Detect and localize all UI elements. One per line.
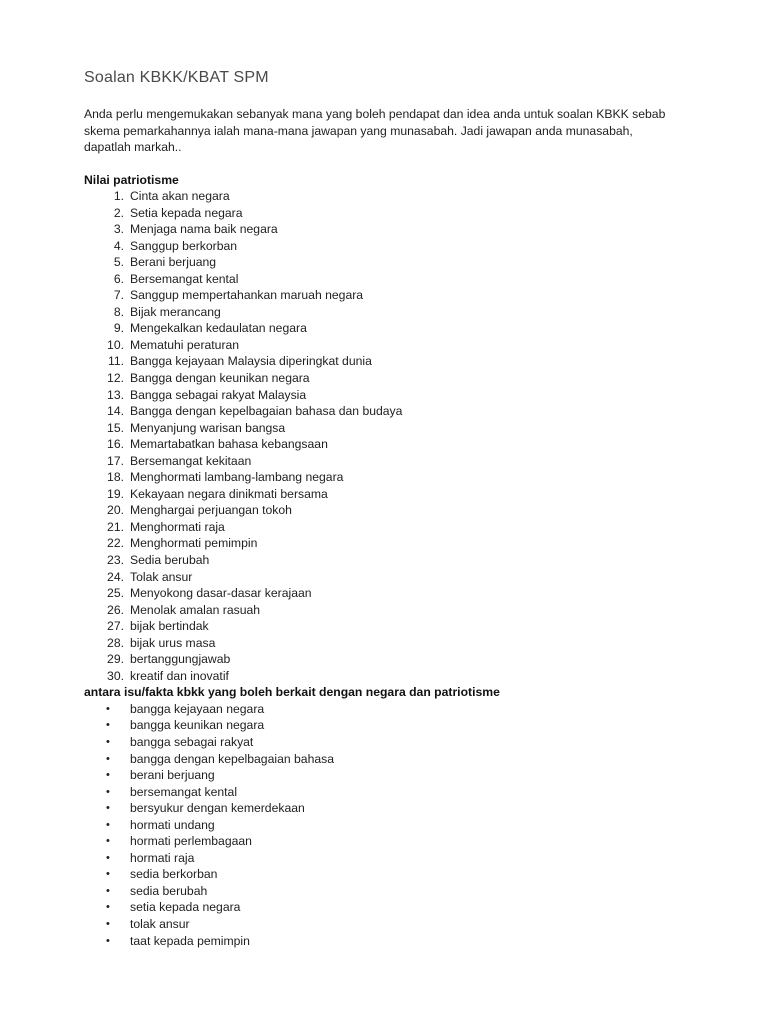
item-text: taat kepada pemimpin	[130, 933, 250, 948]
patriotism-item	[84, 486, 708, 503]
item-text: berani berjuang	[130, 768, 215, 783]
item-number: 16.	[107, 437, 124, 452]
patriotism-item	[84, 569, 708, 586]
item-text: Bangga sebagai rakyat Malaysia	[130, 387, 307, 402]
patriotism-item	[84, 420, 708, 437]
item-text: setia kepada negara	[130, 900, 241, 915]
patriotism-item	[84, 618, 708, 635]
bullet-icon: •	[106, 901, 110, 914]
item-number: 10.	[107, 337, 124, 352]
intro-paragraph	[84, 106, 708, 156]
item-text: Setia kepada negara	[130, 205, 243, 220]
bullet-icon: •	[106, 802, 110, 815]
patriotism-item	[84, 635, 708, 652]
issues-list	[84, 701, 708, 949]
document-title: Soalan KBKK/KBAT SPM	[84, 69, 269, 86]
item-number: 19.	[107, 486, 124, 501]
item-text: Tolak ansur	[130, 569, 193, 584]
bullet-icon: •	[106, 918, 110, 931]
patriotism-item	[84, 436, 708, 453]
item-text: Menolak amalan rasuah	[130, 602, 261, 617]
item-number: 18.	[107, 470, 124, 485]
item-text: bersyukur dengan kemerdekaan	[130, 801, 305, 816]
bullet-icon: •	[106, 818, 110, 831]
patriotism-heading: Nilai patriotisme	[84, 172, 179, 187]
item-number: 21.	[107, 519, 124, 534]
item-number: 17.	[107, 453, 124, 468]
issue-item	[84, 899, 708, 916]
patriotism-item	[84, 188, 708, 205]
item-number: 26.	[107, 602, 124, 617]
issues-heading: antara isu/fakta kbkk yang boleh berkait dengan negara dan patriotisme	[84, 685, 500, 700]
bullet-icon: •	[106, 934, 110, 947]
patriotism-item	[84, 205, 708, 222]
item-number: 23.	[107, 553, 124, 568]
patriotism-item	[84, 370, 708, 387]
item-text: bijak bertindak	[130, 619, 209, 634]
item-text: Menghormati raja	[130, 519, 225, 534]
patriotism-item	[84, 337, 708, 354]
item-text: bersemangat kental	[130, 784, 238, 799]
patriotism-item	[84, 535, 708, 552]
item-text: Menghormati lambang-lambang negara	[130, 470, 344, 485]
issue-item	[84, 701, 708, 718]
patriotism-item	[84, 668, 708, 685]
bullet-icon: •	[106, 736, 110, 748]
patriotism-item	[84, 469, 708, 486]
item-number: 4.	[113, 238, 124, 253]
item-text: Menjaga nama baik negara	[130, 222, 278, 237]
item-text: sedia berkorban	[130, 867, 218, 882]
issue-item	[84, 850, 708, 867]
issue-item	[84, 767, 708, 784]
bullet-icon: •	[106, 719, 110, 732]
patriotism-item	[84, 304, 708, 321]
patriotism-item	[84, 320, 708, 337]
item-number: 20.	[107, 503, 124, 518]
bullet-icon: •	[106, 752, 110, 765]
item-number: 22.	[107, 536, 124, 551]
patriotism-item	[84, 651, 708, 668]
item-text: Kekayaan negara dinikmati bersama	[130, 486, 328, 501]
item-text: Bijak merancang	[130, 304, 221, 319]
item-text: Bangga dengan keunikan negara	[130, 371, 310, 386]
item-text: Cinta akan negara	[130, 189, 230, 203]
item-number: 7.	[113, 288, 124, 303]
patriotism-item	[84, 221, 708, 238]
item-number: 27.	[107, 619, 124, 634]
item-text: Menyanjung warisan bangsa	[130, 420, 286, 435]
patriotism-item	[84, 387, 708, 404]
patriotism-item	[84, 287, 708, 304]
issue-item	[84, 717, 708, 734]
item-number: 3.	[113, 222, 124, 237]
intro-line: dapatlah markah..	[84, 140, 182, 154]
item-number: 11.	[107, 354, 124, 369]
item-text: bangga dengan kepelbagaian bahasa	[130, 751, 334, 766]
patriotism-list	[84, 188, 708, 684]
item-number: 29.	[107, 652, 124, 667]
item-text: bijak urus masa	[130, 635, 216, 650]
item-text: bangga sebagai rakyat	[130, 735, 254, 749]
item-number: 2.	[113, 205, 124, 220]
item-text: Mematuhi peraturan	[130, 337, 240, 352]
issue-item	[84, 734, 708, 751]
patriotism-item	[84, 585, 708, 602]
item-number: 15.	[107, 420, 124, 435]
issue-item	[84, 883, 708, 900]
intro-line: skema pemarkahannya ialah mana-mana jawapan yang munasabah. Jadi jawapan anda munasabah,	[84, 123, 633, 138]
item-text: bertanggungjawab	[130, 652, 231, 667]
item-text: hormati perlembagaan	[130, 834, 252, 849]
item-text: Menyokong dasar-dasar kerajaan	[130, 586, 312, 601]
item-text: kreatif dan inovatif	[130, 668, 229, 683]
item-text: bangga keunikan negara	[130, 718, 265, 733]
item-text: Berani berjuang	[130, 255, 217, 270]
item-number: 12.	[107, 371, 124, 386]
item-number: 1.	[113, 189, 124, 203]
bullet-icon: •	[106, 702, 110, 715]
issue-item	[84, 800, 708, 817]
item-text: Mengekalkan kedaulatan negara	[130, 321, 307, 336]
item-text: Sedia berubah	[130, 553, 210, 568]
item-text: tolak ansur	[130, 917, 190, 932]
item-text: Bersemangat kental	[130, 271, 239, 286]
issue-item	[84, 751, 708, 768]
issue-item	[84, 916, 708, 933]
issue-item	[84, 833, 708, 850]
patriotism-item	[84, 602, 708, 619]
issue-item	[84, 784, 708, 801]
bullet-icon: •	[106, 785, 110, 798]
item-number: 9.	[113, 321, 124, 336]
item-number: 5.	[113, 255, 124, 270]
item-text: Memartabatkan bahasa kebangsaan	[130, 437, 328, 452]
patriotism-item	[84, 519, 708, 536]
bullet-icon: •	[106, 868, 110, 881]
patriotism-item	[84, 453, 708, 470]
item-text: Sanggup mempertahankan maruah negara	[130, 288, 364, 303]
intro-line: Anda perlu mengemukakan sebanyak mana yang boleh pendapat dan idea anda untuk soalan KBKK sebab	[84, 107, 666, 121]
issue-item	[84, 933, 708, 950]
issue-item	[84, 866, 708, 883]
patriotism-item	[84, 353, 708, 370]
item-number: 28.	[107, 635, 124, 650]
item-text: bangga kejayaan negara	[130, 701, 265, 716]
item-number: 14.	[107, 404, 124, 419]
item-text: Bersemangat kekitaan	[130, 453, 252, 468]
item-text: Bangga dengan kepelbagaian bahasa dan budaya	[130, 404, 403, 419]
item-text: Sanggup berkorban	[130, 238, 238, 253]
patriotism-item	[84, 502, 708, 519]
item-number: 6.	[113, 271, 124, 286]
patriotism-item	[84, 271, 708, 288]
item-number: 25.	[107, 586, 124, 601]
item-number: 24.	[107, 569, 124, 584]
bullet-icon: •	[106, 884, 110, 897]
item-text: Menghargai perjuangan tokoh	[130, 503, 292, 518]
item-text: Bangga kejayaan Malaysia diperingkat dunia	[130, 354, 372, 369]
item-text: sedia berubah	[130, 883, 208, 898]
issue-item	[84, 817, 708, 834]
item-text: hormati undang	[130, 817, 215, 832]
patriotism-item	[84, 238, 708, 255]
patriotism-item	[84, 403, 708, 420]
item-text: hormati raja	[130, 850, 195, 865]
item-number: 8.	[113, 304, 124, 319]
bullet-icon: •	[106, 851, 110, 864]
bullet-icon: •	[106, 835, 110, 848]
patriotism-item	[84, 254, 708, 271]
item-number: 30.	[107, 668, 124, 683]
item-text: Menghormati pemimpin	[130, 536, 258, 551]
item-number: 13.	[107, 387, 124, 402]
patriotism-item	[84, 552, 708, 569]
bullet-icon: •	[106, 769, 110, 782]
